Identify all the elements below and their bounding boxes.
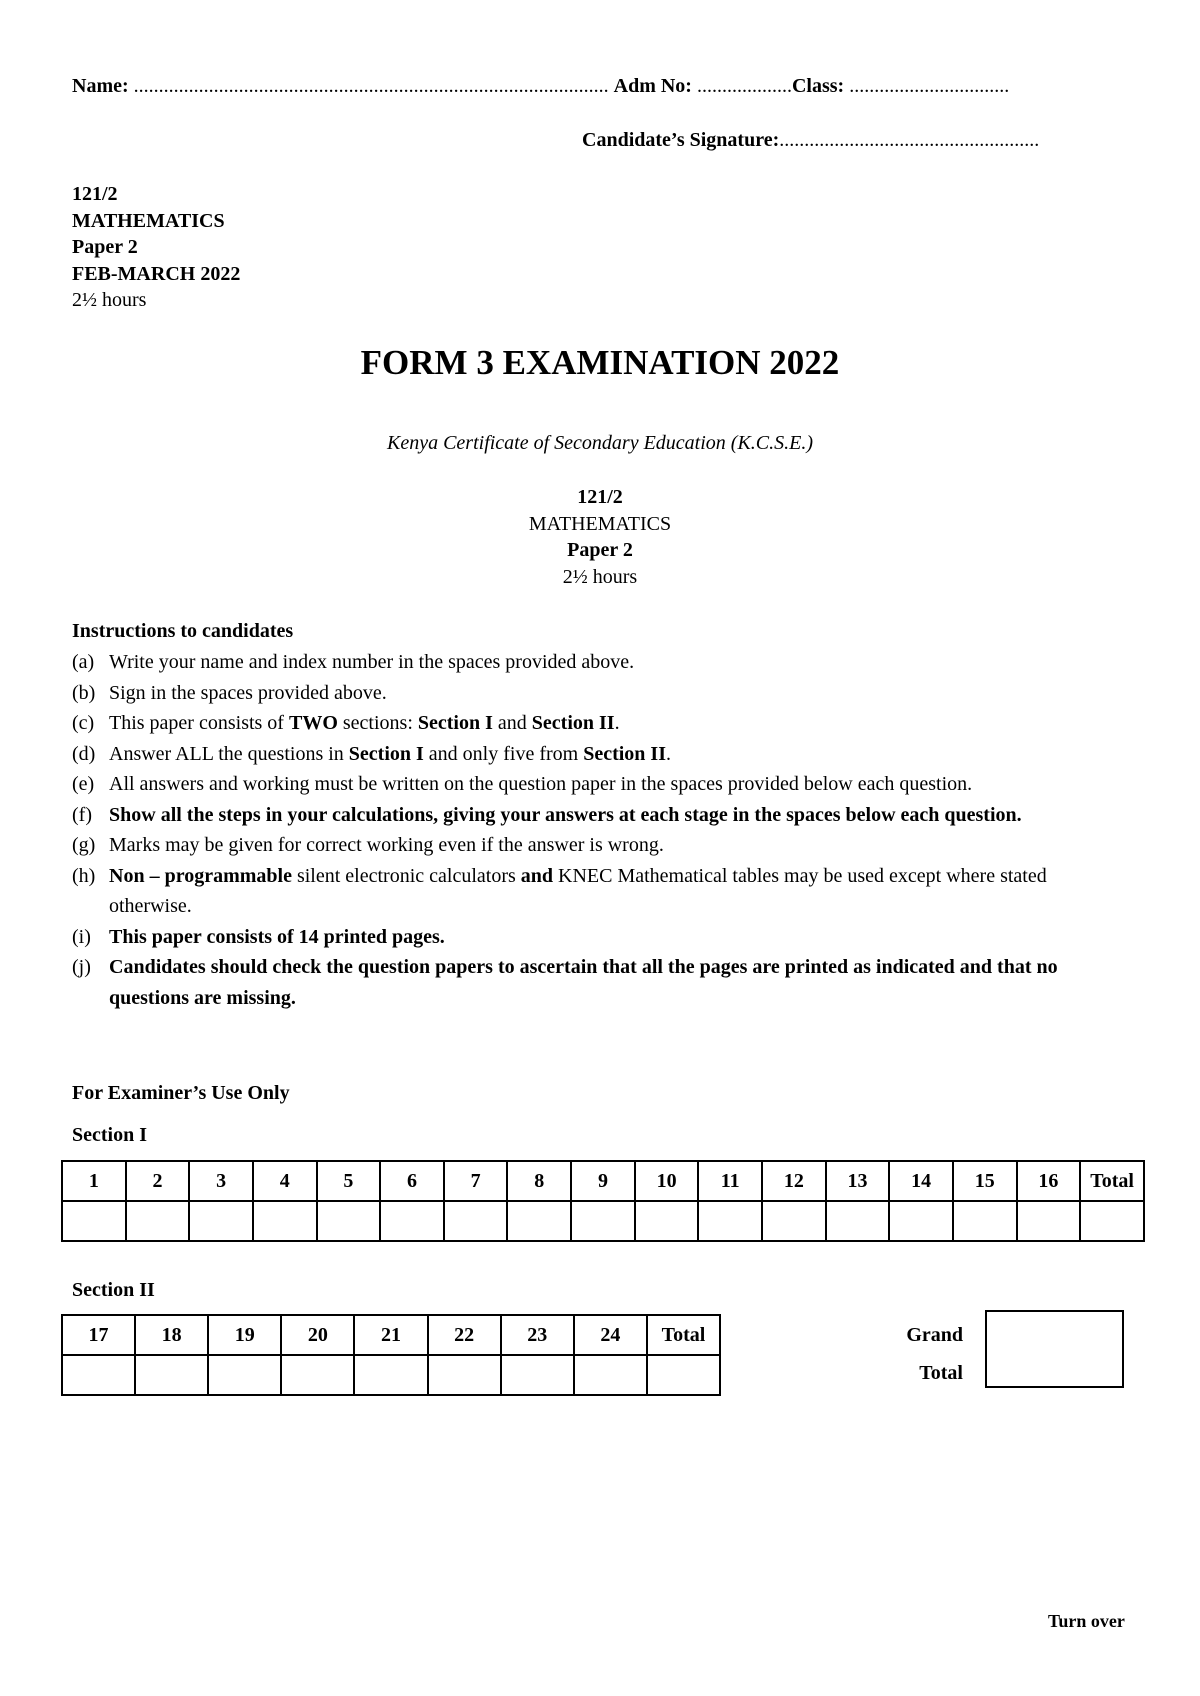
name-field[interactable]: ............................................................................................... bbox=[133, 75, 609, 97]
instruction-label: (f) bbox=[72, 803, 92, 826]
score-cell[interactable] bbox=[953, 1201, 1017, 1241]
instruction-label: (j) bbox=[72, 956, 91, 978]
instruction-text-part: . bbox=[666, 742, 671, 765]
score-column-header: 16 bbox=[1017, 1161, 1081, 1201]
score-cell[interactable] bbox=[574, 1355, 647, 1395]
score-cell[interactable] bbox=[62, 1355, 135, 1395]
score-column-header: 18 bbox=[135, 1315, 208, 1355]
signature-line bbox=[582, 128, 1039, 152]
instruction-text-part: Marks may be given for correct working even if the answer is wrong. bbox=[109, 834, 664, 856]
instruction-text-part: Candidates should check the question papers to ascertain that all the pages are printed as indicated and that no questions are missing. bbox=[109, 956, 1058, 1009]
turn-over: Turn over bbox=[1048, 1611, 1125, 1631]
score-cell[interactable] bbox=[126, 1201, 190, 1241]
signature-field[interactable]: .................................................... bbox=[779, 129, 1040, 151]
exam-subtitle: Kenya Certificate of Secondary Education (K.C.S.E.) bbox=[386, 432, 814, 454]
instruction-text-part: silent electronic calculators bbox=[291, 864, 521, 887]
score-cell[interactable] bbox=[189, 1201, 253, 1241]
score-cell[interactable] bbox=[135, 1355, 208, 1395]
instruction-text-part: This paper consists of bbox=[109, 712, 289, 734]
score-column-header: 20 bbox=[281, 1315, 354, 1355]
instruction-text-part: Section I bbox=[417, 712, 493, 734]
section2-label: Section II bbox=[72, 1279, 155, 1301]
instruction-text bbox=[109, 678, 1132, 709]
instruction-label: (e) bbox=[72, 773, 95, 795]
section2-score-table bbox=[61, 1314, 721, 1396]
score-cell[interactable] bbox=[647, 1355, 720, 1395]
score-cell[interactable] bbox=[826, 1201, 890, 1241]
score-cell[interactable] bbox=[317, 1201, 381, 1241]
instruction-label: (g) bbox=[72, 834, 96, 856]
adm-field[interactable]: ................... bbox=[696, 75, 792, 97]
instruction-item bbox=[72, 922, 1132, 953]
instruction-text bbox=[109, 800, 1132, 831]
score-cell[interactable] bbox=[507, 1201, 571, 1241]
instruction-text-part: and bbox=[492, 712, 532, 734]
score-column-header: 19 bbox=[208, 1315, 281, 1355]
instruction-item bbox=[72, 952, 1132, 1013]
score-column-header: 24 bbox=[574, 1315, 647, 1355]
instruction-text bbox=[109, 830, 1132, 861]
signature-label: Candidate’s Signature: bbox=[582, 129, 780, 151]
score-cell[interactable] bbox=[1017, 1201, 1081, 1241]
instruction-label: (c) bbox=[72, 712, 95, 734]
instruction-label: (i) bbox=[72, 925, 91, 948]
instruction-item bbox=[72, 800, 1132, 831]
instruction-item bbox=[72, 861, 1132, 922]
score-cell[interactable] bbox=[635, 1201, 699, 1241]
center-paper-number: Paper 2 bbox=[567, 539, 633, 561]
score-column-header: 8 bbox=[507, 1161, 571, 1201]
paper-code: 121/2 bbox=[72, 183, 118, 205]
instruction-item bbox=[72, 739, 1132, 770]
total-label: Total bbox=[919, 1362, 963, 1384]
instruction-text-part: KNEC Mathematical tables may be used except where stated otherwise. bbox=[109, 864, 1047, 917]
instruction-text bbox=[109, 861, 1132, 922]
section1-label: Section I bbox=[72, 1124, 147, 1146]
score-cell[interactable] bbox=[253, 1201, 317, 1241]
instruction-text-part: Write your name and index number in the spaces provided above. bbox=[109, 651, 635, 673]
score-column-header: Total bbox=[1080, 1161, 1144, 1201]
instruction-text bbox=[109, 952, 1132, 1013]
center-paper-code: 121/2 bbox=[577, 486, 623, 508]
instruction-text-part: Sign in the spaces provided above. bbox=[109, 681, 387, 704]
instruction-text bbox=[109, 647, 1132, 678]
grand-total-label bbox=[880, 1316, 963, 1392]
instruction-text-part: and bbox=[520, 864, 554, 887]
instruction-text bbox=[109, 922, 1132, 953]
instruction-label: (b) bbox=[72, 681, 96, 704]
instruction-text bbox=[109, 739, 1132, 770]
paper-duration: 2½ hours bbox=[72, 289, 147, 311]
score-column-header: 22 bbox=[428, 1315, 501, 1355]
center-paper-duration: 2½ hours bbox=[562, 565, 638, 588]
instruction-item bbox=[72, 678, 1132, 709]
grand-label: Grand bbox=[906, 1324, 963, 1346]
score-cell[interactable] bbox=[354, 1355, 427, 1395]
instruction-text-part: Answer ALL the questions in bbox=[109, 742, 349, 765]
score-cell[interactable] bbox=[762, 1201, 826, 1241]
score-cell[interactable] bbox=[501, 1355, 574, 1395]
center-paper-info bbox=[0, 484, 1200, 590]
score-cell[interactable] bbox=[571, 1201, 635, 1241]
class-field[interactable]: ................................ bbox=[849, 75, 1010, 97]
score-cell[interactable] bbox=[208, 1355, 281, 1395]
score-column-header: 23 bbox=[501, 1315, 574, 1355]
score-column-header: 7 bbox=[444, 1161, 508, 1201]
score-column-header: 5 bbox=[317, 1161, 381, 1201]
score-column-header: 17 bbox=[62, 1315, 135, 1355]
name-label: Name: bbox=[72, 75, 129, 97]
exam-title: FORM 3 EXAMINATION 2022 bbox=[360, 343, 840, 382]
section1-score-table bbox=[61, 1160, 1145, 1242]
score-column-header: 13 bbox=[826, 1161, 890, 1201]
instruction-label: (h) bbox=[72, 864, 96, 887]
score-column-header: 15 bbox=[953, 1161, 1017, 1201]
paper-number: Paper 2 bbox=[72, 236, 138, 258]
score-cell[interactable] bbox=[62, 1201, 126, 1241]
grand-total-box[interactable] bbox=[985, 1310, 1124, 1388]
score-cell[interactable] bbox=[380, 1201, 444, 1241]
examiner-heading: For Examiner’s Use Only bbox=[72, 1082, 290, 1104]
score-column-header: Total bbox=[647, 1315, 720, 1355]
instruction-text-part: All answers and working must be written on the question paper in the spaces provided below each question. bbox=[109, 773, 973, 795]
paper-info bbox=[72, 181, 240, 314]
instruction-text-part: and only five from bbox=[423, 742, 584, 765]
instruction-text-part: Section II bbox=[531, 712, 615, 734]
instruction-text-part: TWO bbox=[288, 712, 338, 734]
instruction-item bbox=[72, 830, 1132, 861]
score-column-header: 21 bbox=[354, 1315, 427, 1355]
instruction-text-part: This paper consists of 14 printed pages. bbox=[109, 925, 445, 948]
paper-date: FEB-MARCH 2022 bbox=[72, 262, 241, 285]
paper-subject: MATHEMATICS bbox=[72, 209, 225, 232]
score-column-header: 14 bbox=[889, 1161, 953, 1201]
score-cell[interactable] bbox=[889, 1201, 953, 1241]
instruction-text-part: Section I bbox=[348, 742, 424, 765]
score-column-header: 10 bbox=[635, 1161, 699, 1201]
score-column-header: 6 bbox=[380, 1161, 444, 1201]
instruction-label: (d) bbox=[72, 742, 96, 765]
instructions-list bbox=[72, 647, 1132, 1013]
instruction-item bbox=[72, 647, 1132, 678]
score-cell[interactable] bbox=[444, 1201, 508, 1241]
name-line bbox=[72, 74, 1009, 98]
instruction-text-part: . bbox=[614, 712, 620, 734]
instruction-text-part: Non – programmable bbox=[109, 864, 292, 887]
instruction-text-part: Section II bbox=[583, 742, 666, 765]
score-cell[interactable] bbox=[281, 1355, 354, 1395]
score-cell[interactable] bbox=[428, 1355, 501, 1395]
instruction-text bbox=[109, 708, 1132, 739]
instructions-heading: Instructions to candidates bbox=[72, 620, 294, 642]
center-paper-subject: MATHEMATICS bbox=[528, 512, 672, 535]
adm-label: Adm No: bbox=[613, 75, 692, 97]
instruction-item bbox=[72, 769, 1132, 800]
score-column-header: 4 bbox=[253, 1161, 317, 1201]
score-column-header: 12 bbox=[762, 1161, 826, 1201]
score-cell[interactable] bbox=[1080, 1201, 1144, 1241]
instruction-label: (a) bbox=[72, 651, 95, 673]
instruction-text-part: Show all the steps in your calculations, giving your answers at each stage in the spaces below each question. bbox=[109, 803, 1022, 826]
class-label: Class: bbox=[791, 75, 845, 97]
score-column-header: 11 bbox=[698, 1161, 762, 1201]
score-column-header: 3 bbox=[189, 1161, 253, 1201]
score-column-header: 2 bbox=[126, 1161, 190, 1201]
score-cell[interactable] bbox=[698, 1201, 762, 1241]
instruction-item bbox=[72, 708, 1132, 739]
score-column-header: 9 bbox=[571, 1161, 635, 1201]
instruction-text-part: sections: bbox=[337, 712, 418, 734]
score-column-header: 1 bbox=[62, 1161, 126, 1201]
instruction-text bbox=[109, 769, 1132, 800]
